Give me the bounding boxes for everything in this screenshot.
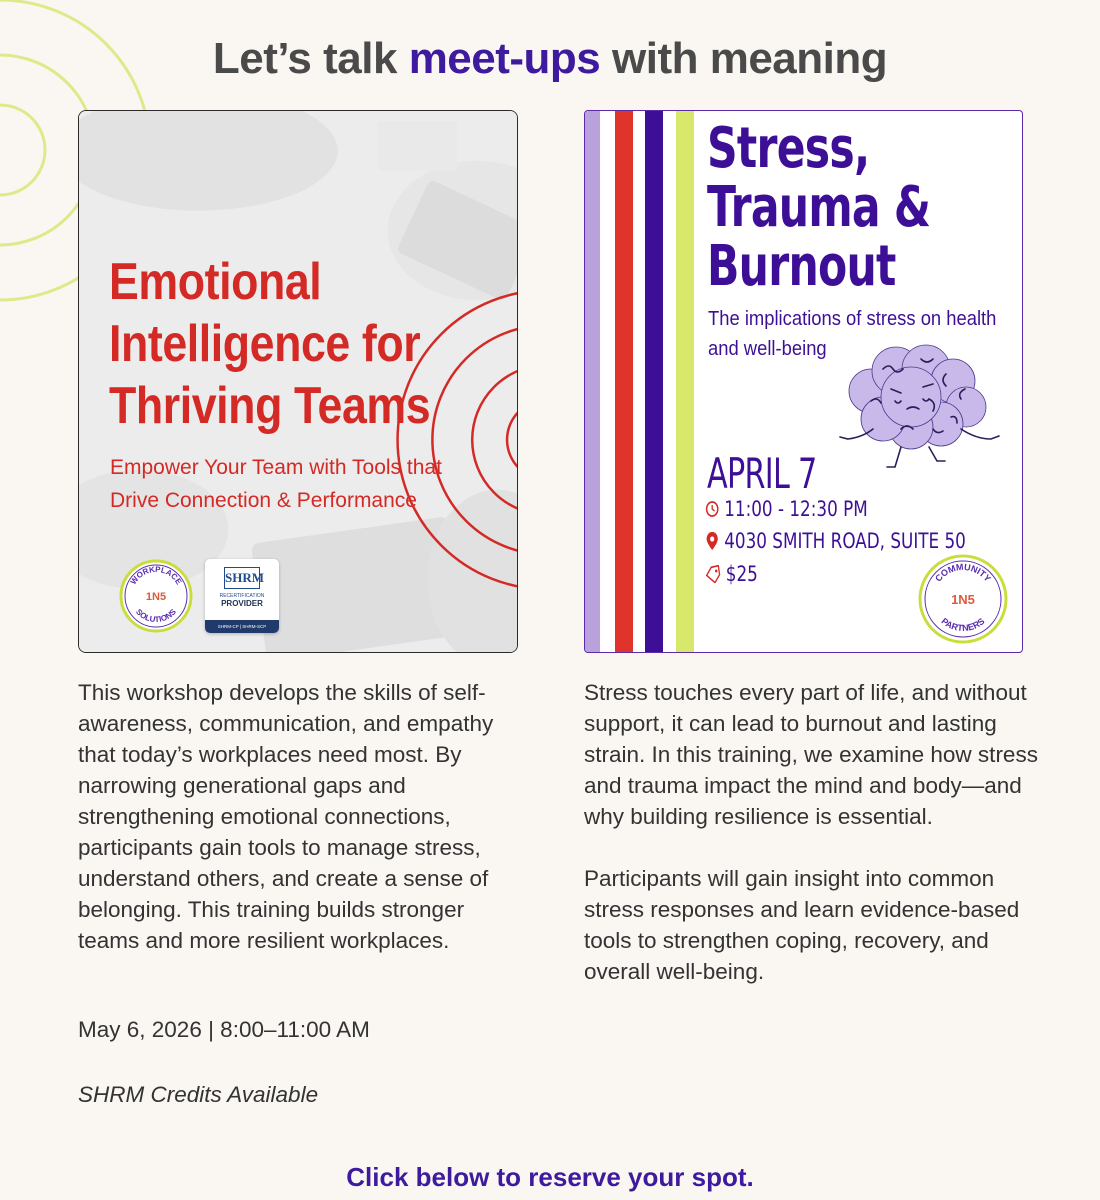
reserve-spot-cta[interactable]: Click below to reserve your spot. [346,1162,754,1192]
event-time-row [705,497,868,521]
community-partners-badge [918,554,1008,644]
stripe [676,111,694,652]
description-paragraph: This workshop develops the skills of self-awareness, communication, and empathy that today’s workplaces need most. By narrowing generational gaps and strengthening emotional connections, participants gain tools to manage stress, understand others, and create a sense of belonging. This training builds stronger teams and more resilient workplaces. [78,680,494,953]
clock-icon [705,500,719,518]
color-stripes [585,111,697,652]
flyer-title [707,116,931,299]
left-event-date-time: May 6, 2026 | 8:00–11:00 AM [78,1017,370,1042]
badge-top-text: WORKPLACE [128,564,184,587]
page-headline [0,34,1100,84]
tired-brain-illustration [811,329,1021,469]
event-date: APRIL 7 [707,449,817,498]
stripe [585,111,600,652]
shrm-provider-text: PROVIDER [221,599,263,608]
description-paragraph: Stress touches every part of life, and without support, it can lead to burnout and lasting strain. In this training, we examine how stress and trauma impact the mind and body—and why building resilience is essential. [584,680,1038,829]
badge-top-text: COMMUNITY [933,561,993,584]
shrm-band-text: SHRM-CP | SHRM-SCP [205,620,279,633]
flyer-title [109,251,453,437]
event-price: $25 [725,562,758,586]
headline-suffix: with meaning [600,34,888,83]
stripe [615,111,633,652]
flyer-subtitle: Empower Your Team with Tools that Drive Connection & Performance [110,456,442,512]
flyer-title-line: Emotional [109,253,322,311]
left-event-description [78,677,528,956]
badge-center-text: 1N5 [951,592,975,607]
flyer-title-line: Thriving Teams [109,377,431,435]
flyer-subtitle: The implications of stress on health and well-being [708,308,997,360]
flyer-title-line: Stress, [707,116,870,181]
stripe [645,111,663,652]
description-paragraph: Participants will gain insight into common stress responses and learn evidence-based tools to strengthen coping, recovery, and overall well-being. [584,866,1020,984]
price-tag-icon [705,565,721,583]
location-pin-icon [705,531,719,551]
shrm-credits-note: SHRM Credits Available [78,1082,319,1107]
workplace-solutions-badge [119,559,193,633]
right-event-description [584,677,1044,987]
event-time: 11:00 - 12:30 PM [724,497,868,521]
event-location: 4030 SMITH ROAD, SUITE 50 [724,529,966,553]
headline-highlight: meet-ups [408,34,601,83]
event-price-row [705,562,758,586]
stress-trauma-flyer[interactable] [584,110,1023,653]
shrm-provider-badge [205,559,279,633]
shrm-recert-text: RECERTIFICATION [219,593,265,599]
badge-bottom-text: PARTNERS [939,615,987,634]
shrm-logo: SHRM [224,567,260,589]
badge-center-text: 1N5 [145,591,167,603]
event-location-row [705,529,966,553]
badge-bottom-text: SOLUTIONS [134,607,178,625]
emotional-intelligence-flyer[interactable] [78,110,518,653]
flyer-title-line: Intelligence for [109,315,421,373]
headline-prefix: Let’s talk [212,34,409,83]
flyer-title-line: Trauma & [707,175,931,240]
flyer-title-line: Burnout [707,234,896,299]
